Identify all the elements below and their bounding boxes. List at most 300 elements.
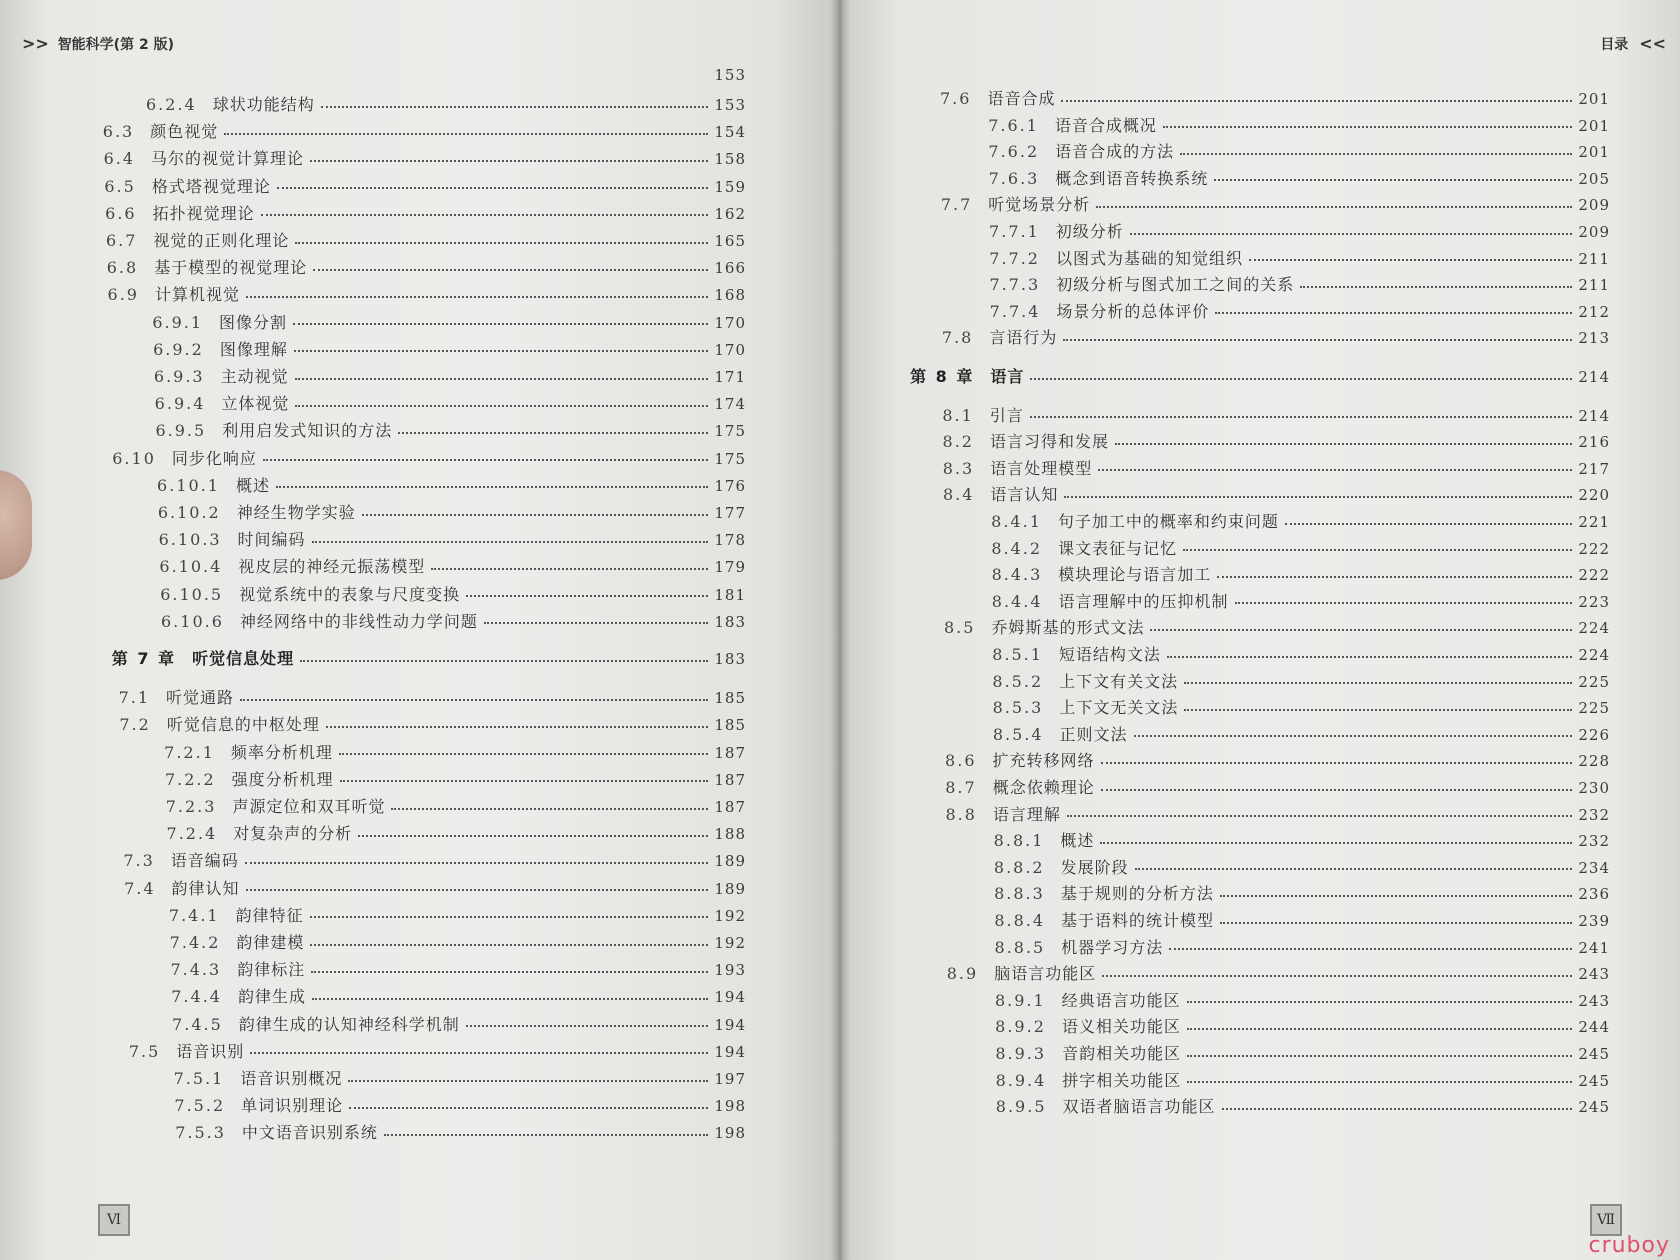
leader-dots — [1184, 709, 1572, 711]
toc-title: 概述 — [1060, 831, 1095, 851]
leader-dots — [1102, 975, 1572, 977]
toc-number: 8.8.3 — [994, 884, 1045, 904]
toc-title: 初级分析 — [1055, 222, 1124, 241]
toc-row — [175, 1120, 746, 1143]
toc-page-number: 153 — [714, 96, 746, 114]
toc-page-number: 198 — [714, 1124, 746, 1143]
leader-dots — [1100, 842, 1572, 844]
toc-page-number: 245 — [1578, 1045, 1610, 1063]
toc-number: 8.4.4 — [991, 591, 1043, 611]
toc-title: 韵律建模 — [236, 933, 305, 952]
toc-page-number: 214 — [1578, 406, 1610, 425]
leader-dots — [246, 889, 709, 891]
leader-dots — [1220, 922, 1572, 924]
leader-dots — [431, 568, 708, 570]
book-title: 智能科学(第 2 版) — [57, 37, 174, 53]
toc-number: 7.2.1 — [164, 742, 215, 762]
toc-title: 韵律标注 — [237, 960, 306, 980]
toc-row — [941, 192, 1610, 215]
toc-number: 6.10.5 — [160, 584, 224, 604]
toc-row — [995, 935, 1610, 958]
toc-row — [940, 86, 1610, 109]
toc-title: 主动视觉 — [220, 367, 289, 386]
toc-page-number: 221 — [1578, 513, 1610, 531]
toc-title: 经典语言功能区 — [1061, 990, 1181, 1010]
toc-title: 概述 — [235, 475, 270, 495]
toc-page-number: 216 — [1578, 433, 1610, 452]
toc-title: 基于模型的视觉理论 — [154, 258, 308, 278]
toc-number: 7.7.2 — [989, 248, 1040, 268]
toc-number: 7.6.2 — [988, 142, 1040, 162]
toc-title: 视觉的正则化理论 — [153, 231, 290, 250]
toc-title: 图像分割 — [219, 312, 288, 332]
toc-page-number: 243 — [1578, 965, 1610, 984]
toc-title: 格式塔视觉理论 — [151, 176, 271, 196]
leader-dots — [391, 808, 708, 810]
toc-page-number — [714, 66, 746, 84]
toc-number: 7.2.4 — [166, 824, 218, 844]
leader-dots — [250, 1052, 708, 1054]
toc-number: 6.10.2 — [157, 503, 221, 522]
toc-title: 拼字相关功能区 — [1062, 1070, 1182, 1090]
toc-page-number: 201 — [1578, 116, 1610, 135]
leader-dots — [1217, 576, 1572, 578]
leader-dots — [1064, 496, 1572, 498]
toc-row — [104, 174, 746, 197]
toc-title: 语言习得和发展 — [989, 432, 1109, 452]
toc-row — [945, 802, 1610, 825]
toc-number: 6.9.1 — [152, 312, 204, 332]
toc-number: 7.6 — [940, 89, 972, 108]
toc-number: 8.4 — [942, 485, 975, 505]
leader-dots — [1030, 378, 1572, 380]
toc-page-number: 193 — [714, 961, 746, 980]
toc-row — [169, 903, 746, 926]
toc-title: 乔姆斯基的形式文法 — [991, 618, 1145, 638]
thumb — [0, 470, 32, 580]
leader-dots — [466, 595, 708, 597]
toc-row — [995, 1014, 1610, 1037]
running-header-left — [22, 34, 174, 54]
toc-page-number: 198 — [714, 1097, 746, 1116]
toc-number: 7.7.3 — [989, 275, 1041, 295]
toc-title: 句子加工中的概率和约束问题 — [1057, 512, 1279, 531]
toc-page-number: 209 — [1578, 196, 1610, 215]
leader-dots — [1098, 469, 1572, 471]
page-folio-left: Ⅵ — [98, 1204, 130, 1236]
toc-page-number: 224 — [1578, 619, 1610, 638]
toc-row — [124, 876, 746, 899]
toc-title: 图像理解 — [219, 339, 288, 359]
toc-number: 8.7 — [945, 778, 977, 797]
leader-dots — [1067, 815, 1572, 817]
toc-row — [994, 908, 1610, 931]
toc-page-number: 187 — [714, 743, 746, 762]
toc-page-number: 175 — [714, 422, 746, 441]
toc-row — [104, 146, 746, 169]
leader-dots — [1222, 1108, 1573, 1110]
toc-page-number: 212 — [1578, 302, 1610, 321]
toc-page-number: 179 — [714, 558, 746, 577]
toc-title: 语音合成概况 — [1054, 115, 1157, 135]
toc-row — [105, 201, 746, 224]
toc-page-number: 232 — [1578, 805, 1610, 824]
toc-title: 语言处理模型 — [990, 458, 1093, 478]
toc-number: 6.3 — [102, 122, 135, 142]
toc-page-number: 220 — [1578, 486, 1610, 505]
toc-number: 8.5.4 — [992, 724, 1044, 744]
toc-number: 8.8.2 — [993, 857, 1045, 877]
leader-dots — [312, 998, 708, 1000]
toc-title: 扩充转移网络 — [992, 751, 1095, 771]
toc-number: 6.2.4 — [146, 95, 197, 114]
toc-page-number: 234 — [1578, 858, 1610, 877]
toc-page-number: 211 — [1578, 276, 1610, 295]
toc-row — [103, 119, 746, 142]
toc-page-number: 244 — [1578, 1018, 1610, 1037]
toc-number: 7.2.3 — [165, 797, 217, 816]
toc-page-number: 158 — [714, 150, 746, 169]
toc-number: 8.4.3 — [991, 565, 1043, 585]
toc-row — [106, 228, 746, 251]
toc-title: 语义相关功能区 — [1061, 1017, 1181, 1037]
right-page — [842, 0, 1680, 1260]
leader-dots — [263, 459, 708, 461]
leader-dots — [310, 944, 708, 946]
toc-page-number: 213 — [1578, 329, 1610, 348]
toc-title: 拓扑视觉理论 — [152, 203, 255, 223]
toc-title: 音韵相关功能区 — [1062, 1044, 1182, 1063]
toc-number: 7.6.1 — [988, 115, 1039, 135]
toc-number: 6.9.5 — [155, 421, 207, 441]
leader-dots — [1300, 286, 1572, 288]
toc-row — [990, 299, 1610, 322]
toc-page-number: 183 — [714, 650, 746, 668]
toc-title: 听觉信息的中枢处理 — [166, 715, 320, 735]
toc-number: 6.10.1 — [157, 475, 220, 495]
watermark: cruboy — [1588, 1233, 1670, 1258]
toc-row — [992, 642, 1610, 665]
toc-number: 8.2 — [942, 432, 974, 452]
toc-row — [994, 855, 1610, 878]
toc-row — [158, 500, 746, 523]
toc-page-number: 187 — [714, 798, 746, 816]
toc-number: 7.4.2 — [169, 933, 221, 952]
toc-page-number: 222 — [1578, 539, 1610, 558]
toc-title: 语音编码 — [170, 851, 239, 871]
leader-dots — [1115, 443, 1572, 445]
toc-page-number: 209 — [1578, 223, 1610, 241]
toc-row — [989, 272, 1610, 295]
toc-number: 7.3 — [123, 851, 155, 871]
leader-dots — [1187, 1001, 1573, 1003]
toc-title: 视皮层的神经元振荡模型 — [238, 557, 426, 577]
toc-number: 8.6 — [945, 751, 977, 771]
toc-number: 7.6.3 — [988, 168, 1040, 188]
double-arrow-icon: >> — [22, 34, 49, 53]
toc-page-number: 165 — [714, 232, 746, 250]
toc-number: 6.10.6 — [161, 611, 224, 631]
toc-title: 基于规则的分析方法 — [1060, 884, 1214, 904]
toc-row — [992, 589, 1610, 612]
toc-row — [943, 429, 1610, 452]
toc-title: 单词识别理论 — [241, 1096, 344, 1116]
toc-number: 8.5.1 — [992, 645, 1043, 664]
toc-page-number: 205 — [1578, 169, 1610, 188]
toc-row — [164, 740, 746, 763]
toc-title: 时间编码 — [237, 530, 306, 550]
toc-chapter-row — [112, 646, 746, 669]
toc-row — [994, 828, 1610, 851]
toc-row — [157, 473, 746, 496]
leader-dots — [310, 916, 709, 918]
toc-number: 7.4.5 — [172, 1014, 223, 1034]
toc-title: 上下文无关文法 — [1059, 698, 1179, 718]
toc-page-number: 211 — [1578, 249, 1610, 268]
leader-dots — [1214, 179, 1572, 181]
toc-page-number: 222 — [1578, 566, 1610, 585]
toc-row — [989, 246, 1610, 269]
toc-title: 立体视觉 — [221, 394, 290, 414]
toc-row — [996, 1068, 1610, 1091]
toc-title: 短语结构文法 — [1058, 645, 1161, 664]
toc-page-number: 178 — [714, 531, 746, 550]
leader-dots — [224, 133, 708, 135]
toc-title: 中文语音识别系统 — [241, 1123, 378, 1143]
toc-title: 声源定位和双耳听觉 — [232, 797, 386, 816]
toc-title: 颜色视觉 — [150, 122, 219, 142]
toc-number: 6.7 — [105, 231, 138, 250]
toc-page-number: 197 — [714, 1070, 746, 1088]
toc-page-number: 185 — [714, 716, 746, 735]
toc-number: 7.4.4 — [171, 987, 222, 1007]
toc-number: 8.9 — [946, 964, 979, 984]
toc-number: 7.4.1 — [168, 905, 220, 925]
toc-title: 语音合成的方法 — [1055, 142, 1175, 162]
toc-title: 发展阶段 — [1060, 857, 1129, 877]
toc-title: 神经生物学实验 — [236, 503, 356, 522]
leader-dots — [1150, 629, 1572, 631]
toc-number: 7.2 — [119, 715, 151, 735]
toc-row — [161, 609, 746, 632]
leader-dots — [1130, 233, 1573, 235]
toc-number: 8.9.4 — [995, 1070, 1047, 1090]
toc-row — [108, 282, 746, 305]
toc-row — [942, 403, 1610, 426]
toc-title: 视觉系统中的表象与尺度变换 — [239, 584, 461, 604]
toc-row — [947, 961, 1610, 984]
toc-page-number: 224 — [1578, 646, 1610, 664]
toc-page-number: 189 — [714, 852, 746, 871]
toc-title: 频率分析机理 — [230, 742, 333, 762]
toc-row — [119, 685, 746, 708]
toc-row — [944, 615, 1610, 638]
toc-title: 语音合成 — [987, 89, 1056, 108]
toc-title: 利用启发式知识的方法 — [222, 421, 393, 441]
toc-row — [160, 582, 746, 605]
toc-number: 7.7.4 — [989, 301, 1041, 321]
toc-title: 正则文法 — [1059, 724, 1128, 744]
toc-title: 韵律生成 — [237, 987, 306, 1007]
toc-title: 神经网络中的非线性动力学问题 — [239, 611, 478, 631]
toc-page-number: 243 — [1578, 991, 1610, 1010]
leader-dots — [1184, 682, 1572, 684]
toc-title: 韵律特征 — [235, 905, 304, 925]
leader-dots — [348, 1080, 708, 1082]
toc-page-number: 217 — [1578, 459, 1610, 478]
toc-title: 课文表征与记忆 — [1058, 538, 1178, 558]
leader-dots — [277, 187, 709, 189]
leader-dots — [358, 835, 708, 837]
leader-dots — [1180, 153, 1572, 155]
leader-dots — [312, 541, 709, 543]
toc-row — [991, 536, 1610, 559]
toc-number: 8.9.3 — [995, 1044, 1047, 1063]
toc-page-number-text: 153 — [714, 66, 746, 84]
toc-title: 概念依赖理论 — [992, 778, 1095, 797]
toc-number: 6.9.3 — [153, 367, 205, 386]
toc-row — [146, 92, 746, 115]
leader-dots — [246, 296, 708, 298]
toc-title: 强度分析机理 — [231, 769, 334, 789]
toc-page-number: 226 — [1578, 725, 1610, 744]
toc-row — [159, 554, 746, 577]
toc-row — [992, 669, 1610, 692]
toc-number: 6.10 — [112, 448, 156, 468]
toc-title: 基于语料的统计模型 — [1061, 911, 1215, 930]
toc-number: 8.5 — [944, 618, 976, 638]
toc-page-number: 168 — [714, 286, 746, 305]
toc-row — [942, 325, 1610, 348]
toc-row — [174, 1093, 746, 1116]
toc-page-number: 175 — [714, 449, 746, 468]
leader-dots — [326, 726, 709, 728]
leader-dots — [339, 753, 708, 755]
toc-page-number: 176 — [714, 476, 746, 495]
toc-title: 引言 — [989, 405, 1024, 425]
toc-row — [995, 988, 1610, 1011]
toc-row — [123, 848, 746, 871]
leader-dots — [362, 514, 709, 516]
leader-dots — [1235, 602, 1573, 604]
leader-dots — [349, 1107, 708, 1109]
leader-dots — [1187, 1028, 1572, 1030]
toc-title: 概念到语音转换系统 — [1055, 168, 1209, 188]
toc-page-number: 189 — [714, 879, 746, 898]
toc-row — [170, 957, 746, 980]
toc-number: 6.6 — [105, 203, 137, 223]
toc-number: 7.4.3 — [170, 960, 222, 980]
toc-page-number: 214 — [1578, 368, 1610, 386]
toc-number: 8.5.2 — [992, 671, 1044, 691]
toc-page-number: 241 — [1578, 938, 1610, 957]
toc-row — [165, 767, 746, 790]
toc-title: 语言理解 — [992, 804, 1061, 824]
toc-row — [988, 139, 1610, 162]
toc-row — [152, 310, 746, 333]
toc-row — [171, 984, 746, 1007]
leader-dots — [1135, 868, 1573, 870]
toc-row — [166, 794, 746, 817]
toc-title: 上下文有关文法 — [1059, 671, 1179, 691]
leader-dots — [295, 242, 708, 244]
toc-page-number: 159 — [714, 177, 746, 196]
toc-number: 7.5.2 — [174, 1096, 226, 1116]
double-arrow-icon: << — [1639, 34, 1666, 53]
toc-row — [170, 930, 746, 953]
toc-page-number: 201 — [1578, 90, 1610, 108]
leader-dots — [1061, 100, 1572, 102]
toc-number: 6.4 — [103, 149, 136, 169]
toc-row — [112, 446, 746, 469]
leader-dots — [1101, 762, 1573, 764]
contents-label: 目录 — [1600, 37, 1629, 53]
toc-number: 7.2.2 — [164, 769, 216, 789]
leader-dots — [245, 862, 709, 864]
toc-number: 第 8 章 — [910, 367, 975, 386]
toc-page-number: 230 — [1578, 779, 1610, 797]
toc-row — [129, 1039, 746, 1062]
toc-row — [154, 364, 746, 387]
toc-row — [991, 509, 1610, 532]
leader-dots — [1187, 1081, 1572, 1083]
toc-row — [943, 482, 1610, 505]
toc-number: 8.9.2 — [995, 1017, 1046, 1037]
toc-row — [993, 722, 1610, 745]
toc-page-number: 187 — [714, 770, 746, 789]
toc-page-number: 192 — [714, 934, 746, 952]
leader-dots — [295, 405, 708, 407]
toc-row — [989, 166, 1610, 189]
toc-title: 球状功能结构 — [212, 95, 315, 114]
toc-row — [119, 712, 746, 735]
toc-row — [988, 113, 1610, 136]
leader-dots — [466, 1025, 709, 1027]
toc-page-number: 245 — [1578, 1071, 1610, 1090]
leader-dots — [1285, 523, 1572, 525]
toc-page-number: 170 — [714, 340, 746, 359]
leader-dots — [1187, 1055, 1572, 1057]
toc-number: 6.8 — [106, 258, 139, 278]
toc-title: 同步化响应 — [171, 448, 257, 468]
leader-dots — [384, 1134, 708, 1136]
leader-dots — [1249, 259, 1572, 261]
toc-row — [996, 1094, 1610, 1117]
toc-number: 7.5.3 — [175, 1123, 226, 1143]
toc-number: 8.1 — [942, 405, 974, 425]
toc-page-number: 225 — [1578, 699, 1610, 718]
toc-row — [107, 255, 746, 278]
toc-title: 语音识别 — [176, 1041, 245, 1061]
leader-dots — [293, 323, 708, 325]
toc-row — [989, 219, 1610, 242]
toc-page-number: 174 — [714, 395, 746, 414]
leader-dots — [261, 214, 709, 216]
toc-page-number: 188 — [714, 825, 746, 844]
leader-dots — [294, 350, 709, 352]
leader-dots — [1163, 126, 1572, 128]
leader-dots — [1220, 895, 1573, 897]
toc-number: 6.10.3 — [158, 530, 222, 550]
book-gutter — [830, 0, 850, 1260]
toc-page-number: 225 — [1578, 672, 1610, 691]
toc-page-number: 181 — [714, 585, 746, 604]
toc-row — [159, 527, 746, 550]
toc-number: 8.8.4 — [994, 911, 1046, 930]
toc-title: 模块理论与语言加工 — [1058, 565, 1212, 585]
toc-number: 7.4 — [124, 878, 156, 898]
toc-title: 以图式为基础的知觉组织 — [1055, 248, 1243, 268]
